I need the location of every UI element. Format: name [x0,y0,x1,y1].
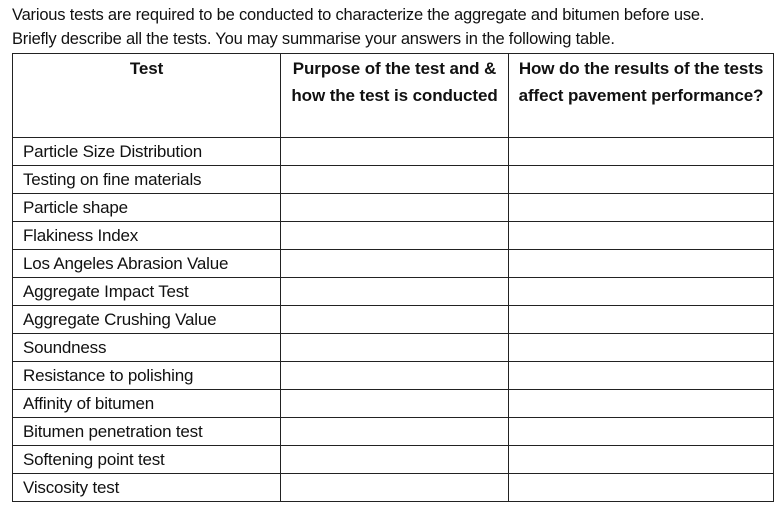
header-purpose: Purpose of the test and & how the test is conducted [281,54,509,138]
header-effect: How do the results of the tests affect pavement performance? [509,54,774,138]
effect-answer-cell[interactable] [509,222,774,250]
table-row [13,362,774,390]
table-row [13,334,774,362]
purpose-answer-cell[interactable] [281,222,509,250]
test-name-cell: Aggregate Crushing Value [13,306,281,334]
purpose-answer-cell[interactable] [281,278,509,306]
purpose-answer-cell[interactable] [281,334,509,362]
table-row [13,138,774,166]
test-name-cell: Resistance to polishing [13,362,281,390]
table-row [13,166,774,194]
purpose-answer-cell[interactable] [281,166,509,194]
table-row [13,222,774,250]
effect-answer-cell[interactable] [509,166,774,194]
purpose-answer-cell[interactable] [281,474,509,502]
header-row [13,54,774,138]
test-name-cell: Affinity of bitumen [13,390,281,418]
test-name-cell: Testing on fine materials [13,166,281,194]
effect-answer-cell[interactable] [509,446,774,474]
test-name-cell: Viscosity test [13,474,281,502]
table-row [13,278,774,306]
effect-answer-cell[interactable] [509,278,774,306]
purpose-answer-cell[interactable] [281,390,509,418]
test-name-cell: Soundness [13,334,281,362]
purpose-answer-cell[interactable] [281,306,509,334]
instructions-line-2: Briefly describe all the tests. You may summarise your answers in the following table. [12,30,615,48]
table-row [13,250,774,278]
effect-answer-cell[interactable] [509,474,774,502]
purpose-answer-cell[interactable] [281,362,509,390]
table-row [13,390,774,418]
purpose-answer-cell[interactable] [281,446,509,474]
test-name-cell: Flakiness Index [13,222,281,250]
effect-answer-cell[interactable] [509,362,774,390]
test-name-cell: Particle Size Distribution [13,138,281,166]
table-row [13,418,774,446]
purpose-answer-cell[interactable] [281,250,509,278]
table-row [13,446,774,474]
instructions-line-1: Various tests are required to be conducted to characterize the aggregate and bitumen before use. [12,6,705,24]
test-name-cell: Particle shape [13,194,281,222]
test-name-cell: Los Angeles Abrasion Value [13,250,281,278]
table-row [13,194,774,222]
purpose-answer-cell[interactable] [281,138,509,166]
test-name-cell: Bitumen penetration test [13,418,281,446]
purpose-answer-cell[interactable] [281,418,509,446]
test-name-cell: Aggregate Impact Test [13,278,281,306]
effect-answer-cell[interactable] [509,306,774,334]
effect-answer-cell[interactable] [509,390,774,418]
effect-answer-cell[interactable] [509,334,774,362]
effect-answer-cell[interactable] [509,194,774,222]
table-row [13,306,774,334]
table-row [13,474,774,502]
effect-answer-cell[interactable] [509,418,774,446]
instructions [12,3,772,51]
purpose-answer-cell[interactable] [281,194,509,222]
header-test: Test [13,54,281,138]
effect-answer-cell[interactable] [509,250,774,278]
effect-answer-cell[interactable] [509,138,774,166]
test-name-cell: Softening point test [13,446,281,474]
tests-table [12,53,774,502]
